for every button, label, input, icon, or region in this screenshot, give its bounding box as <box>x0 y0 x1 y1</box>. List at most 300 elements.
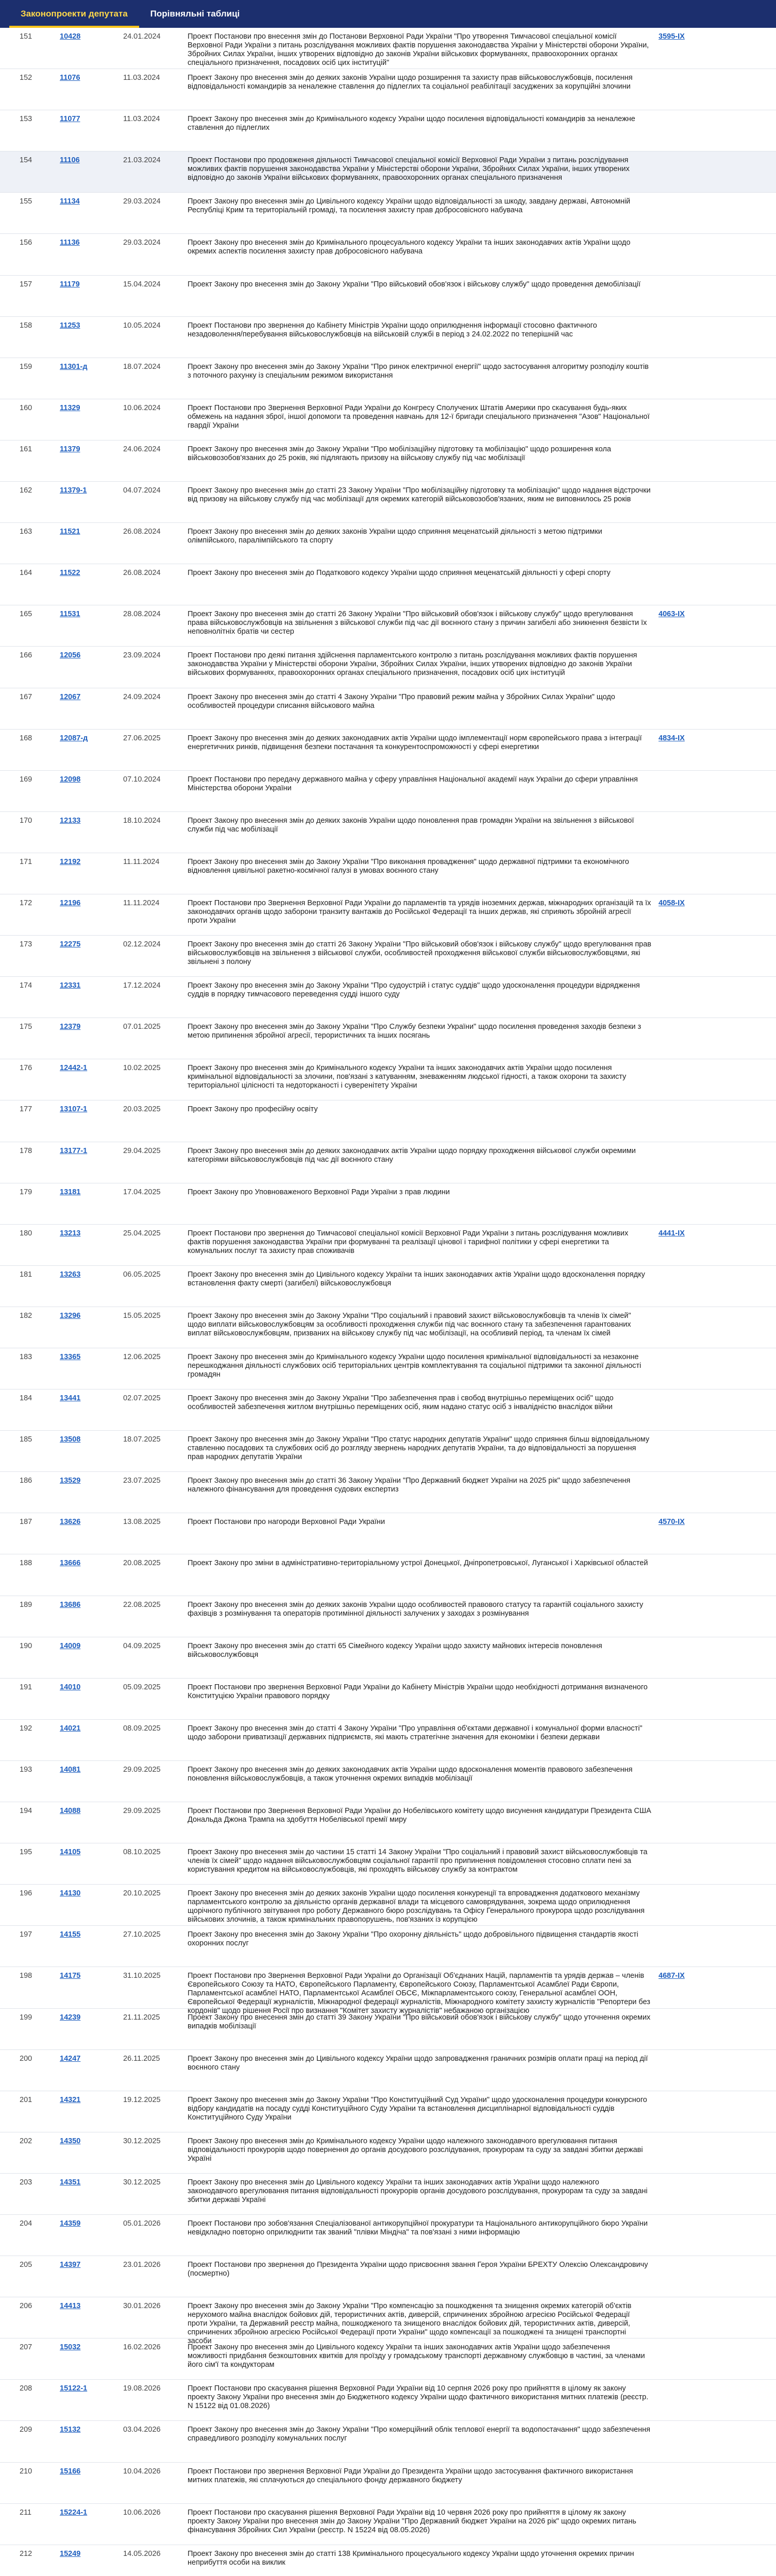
row-number: 161 <box>20 445 32 453</box>
row-number: 177 <box>20 1105 32 1114</box>
bill-title: Проект Закону про внесення змін до Закону України "Про судоустрій і статус суддів" щодо удосконалення процедури відрядження суддів в порядку тимчасового переведення судді іншого суду <box>188 981 640 999</box>
bill-row <box>0 977 776 1018</box>
bill-title: Проект Постанови про Звернення Верховної Ради України до Організації Об'єднаних Націй, парламентів та урядів держав – членів Європейського Союзу та НАТО, Європейського Парламенту, Європейського Союзу, Парламентської Асамблеї Ради Європи, Парламентської асамблеї НАТО, Парламентської Асамблеї ОБСЄ, Міжпарламентського союзу, Генеральної асамблеї ООН, Європейської Федерації журналістів, Міжнародної федерації журналістів, Міжнародного комітету захисту журналістів "Репортери без кордонів" щодо рішення Росії про визнання "Комітет захисту журналістів" небажаною організацією <box>188 1972 650 2015</box>
registration-date: 24.09.2024 <box>123 692 161 701</box>
bill-row <box>0 440 776 482</box>
bill-title: Проект Закону про внесення змін до Закону України "Про ринок електричної енергії" щодо застосування алгоритму розподілу коштів з поточного рахунку із спеціальним режимом використання <box>188 362 649 380</box>
registration-date: 29.09.2025 <box>123 1807 161 1816</box>
registration-date: 27.06.2025 <box>123 734 161 742</box>
registration-number-link[interactable]: 13508 <box>60 1435 81 1444</box>
bill-title: Проект Закону про внесення змін до деяких законів України щодо розширення та захисту прав військовослужбовців, посилення відповідальності командирів за неналежне ставлення до підлеглих та соціальної реабілітації засуджених за корупційні злочини <box>188 74 633 91</box>
registration-date: 26.08.2024 <box>123 569 161 578</box>
bill-row <box>0 647 776 688</box>
registration-date: 19.08.2026 <box>123 2384 161 2393</box>
row-number: 155 <box>20 197 32 206</box>
registration-number-link[interactable]: 14351 <box>60 2178 81 2187</box>
registration-date: 23.07.2025 <box>123 1477 161 1485</box>
registration-number-link[interactable]: 12192 <box>60 857 81 866</box>
row-number: 156 <box>20 239 32 247</box>
registration-number-link[interactable]: 11379 <box>60 445 80 453</box>
bill-title: Проект Закону про внесення змін до Кримінального кодексу України щодо посилення кримінальної відповідальності за незаконне перешкоджання діяльності службових осіб територіальних центрів комплектування та соціальної підтримки та законної діяльності громадян <box>188 1353 642 1379</box>
row-number: 211 <box>20 2508 32 2517</box>
bill-row <box>0 1307 776 1348</box>
registration-date: 30.12.2025 <box>123 2178 161 2187</box>
law-number-link[interactable] <box>659 771 715 811</box>
bill-row <box>0 1018 776 1059</box>
law-number-link[interactable] <box>659 1596 715 1637</box>
law-number-link[interactable] <box>659 1431 715 1471</box>
row-number: 192 <box>20 1724 32 1733</box>
law-number-link[interactable] <box>659 1018 715 1059</box>
registration-date: 18.07.2024 <box>123 362 161 371</box>
registration-number-link[interactable]: 12442-1 <box>60 1064 88 1073</box>
bill-row <box>0 1266 776 1307</box>
registration-date: 12.06.2025 <box>123 1353 161 1361</box>
registration-date: 26.08.2024 <box>123 528 161 536</box>
law-number-link[interactable] <box>659 234 715 275</box>
law-number-link[interactable] <box>659 2050 715 2091</box>
law-number-link[interactable] <box>659 358 715 399</box>
registration-number-link[interactable]: 15166 <box>60 2467 81 2476</box>
bill-row <box>0 2009 776 2050</box>
registration-number-link[interactable]: 14397 <box>60 2261 81 2269</box>
row-number: 173 <box>20 940 32 949</box>
law-number-link[interactable] <box>659 2091 715 2132</box>
registration-date: 06.05.2025 <box>123 1270 161 1279</box>
row-number: 195 <box>20 1848 32 1857</box>
registration-number-link[interactable]: 11531 <box>60 610 80 619</box>
bill-row <box>0 564 776 605</box>
law-number-link[interactable] <box>659 2174 715 2214</box>
row-number: 191 <box>20 1683 32 1691</box>
registration-date: 10.05.2024 <box>123 321 161 330</box>
registration-number-link[interactable]: 14155 <box>60 1930 81 1939</box>
law-number-link[interactable] <box>659 440 715 481</box>
bill-title: Проект Постанови про звернення до Кабінету Міністрів України щодо оприлюднення інформації стосовно фактичного незадоволення/перебування військовослужбовців на військовій службі в період з 24.02.2022 по теперішній час <box>188 321 597 338</box>
registration-date: 05.09.2025 <box>123 1683 161 1691</box>
registration-number-link[interactable]: 13666 <box>60 1559 81 1568</box>
registration-number-link[interactable]: 10428 <box>60 32 81 41</box>
bill-title: Проект Постанови про скасування рішення Верховної Ради України від 10 червня 2026 року про прийняття в цілому як закону проекту Закону України про внесення змін до Закону України "Про Державний бюджет України на 2026 рік" щодо окремих питань фінансування Збройних Сил України (реєстр. N 15224 від 08.05.2026) <box>188 2508 636 2534</box>
law-number-link[interactable] <box>659 1802 715 1843</box>
registration-number-link[interactable]: 12196 <box>60 899 81 907</box>
bill-row <box>0 1802 776 1843</box>
bill-row <box>0 151 776 193</box>
row-number: 200 <box>20 2054 32 2063</box>
row-number: 157 <box>20 280 32 289</box>
bill-title: Проект Закону про внесення змін до Закону України "Про охоронну діяльність" щодо добровільного підвищення стандартів якості охоронних послуг <box>188 1930 638 1948</box>
bill-title: Проект Закону про внесення змін до Цивільного кодексу України щодо відповідальності за шкоду, завдану державі, Автономній Республіці Крим та територіальній громаді, та посилення захисту прав добросовісного набувача <box>188 197 631 215</box>
bill-row <box>0 1596 776 1637</box>
law-number-link[interactable] <box>659 1554 715 1595</box>
registration-date: 08.09.2025 <box>123 1724 161 1733</box>
registration-number-link[interactable]: 13177-1 <box>60 1146 88 1155</box>
law-number-link[interactable] <box>659 110 715 151</box>
bill-row <box>0 69 776 110</box>
bill-title: Проект Закону про внесення змін до статті 39 Закону України "Про військовий обов'язок і військову службу" щодо уточнення окремих випадків мобілізації <box>188 2013 651 2030</box>
row-number: 190 <box>20 1641 32 1650</box>
law-number-link[interactable] <box>659 1926 715 1967</box>
registration-date: 24.06.2024 <box>123 445 161 453</box>
registration-number-link[interactable]: 11076 <box>60 74 80 82</box>
registration-date: 16.02.2026 <box>123 2343 161 2352</box>
law-number-link[interactable] <box>659 2338 715 2379</box>
law-number-link[interactable] <box>659 2421 715 2462</box>
bill-title: Проект Закону про внесення змін до статті 4 Закону України "Про управління об'єктами державної і комунальної форми власності" щодо заборони приватизації державних підприємств, які мають стратегічне значення для економіки і безпеки держави <box>188 1724 643 1741</box>
registration-date: 19.12.2025 <box>123 2095 161 2104</box>
law-number-link[interactable]: 4687-IX <box>659 1972 685 1980</box>
registration-date: 11.03.2024 <box>123 115 160 124</box>
law-number-link[interactable] <box>659 2545 715 2576</box>
law-number-link[interactable]: 4834-IX <box>659 734 685 742</box>
registration-date: 25.04.2025 <box>123 1229 161 1238</box>
registration-number-link[interactable]: 13529 <box>60 1477 81 1485</box>
law-number-link[interactable] <box>659 1720 715 1760</box>
registration-number-link[interactable]: 14175 <box>60 1972 81 1980</box>
law-number-link[interactable]: 4570-IX <box>659 1518 685 1527</box>
bill-row <box>0 1679 776 1720</box>
bill-title: Проект Закону про внесення змін до Закону України "Про військовий обов'язок і військову службу" щодо проведення демобілізації <box>188 280 640 289</box>
row-number: 165 <box>20 610 32 619</box>
row-number: 174 <box>20 981 32 990</box>
law-number-link[interactable] <box>659 1348 715 1389</box>
registration-number-link[interactable]: 11253 <box>60 321 80 330</box>
registration-date: 20.08.2025 <box>123 1559 161 1568</box>
registration-number-link[interactable]: 11301-д <box>60 362 88 371</box>
law-number-link[interactable] <box>659 1100 715 1141</box>
registration-date: 29.04.2025 <box>123 1146 161 1155</box>
bill-row <box>0 110 776 151</box>
bill-row <box>0 1472 776 1513</box>
registration-number-link[interactable]: 12275 <box>60 940 81 949</box>
law-number-link[interactable] <box>659 2132 715 2173</box>
registration-number-link[interactable]: 12056 <box>60 651 81 660</box>
row-number: 172 <box>20 899 32 907</box>
law-number-link[interactable] <box>659 812 715 853</box>
registration-date: 02.12.2024 <box>123 940 161 949</box>
registration-date: 31.10.2025 <box>123 1972 161 1980</box>
bill-row <box>0 894 776 936</box>
bill-title: Проект Постанови про деякі питання здійснення парламентського контролю з питань розслідування можливих фактів порушення законодавства України у Міністерстві оборони України, Збройних Силах України, інших утворених відповідно до законів України військових формуваннях, правоохоронних органах спеціального призначення, посадових осіб цих інституцій <box>188 651 637 677</box>
registration-date: 20.10.2025 <box>123 1889 161 1898</box>
law-number-link[interactable] <box>659 1637 715 1678</box>
registration-number-link[interactable]: 13296 <box>60 1311 81 1320</box>
row-number: 194 <box>20 1807 32 1816</box>
registration-date: 21.03.2024 <box>123 156 161 165</box>
bill-title: Проект Закону про внесення змін до Закону України "Про забезпечення прав і свобод внутрішньо переміщених осіб" щодо особливостей забезпечення житлом внутрішньо переміщених осіб, яким надано статус осіб з інвалідністю внаслідок війни <box>188 1394 614 1412</box>
registration-number-link[interactable]: 11136 <box>60 239 80 247</box>
bill-row <box>0 853 776 894</box>
registration-number-link[interactable]: 14321 <box>60 2095 81 2104</box>
registration-number-link[interactable]: 12067 <box>60 692 81 701</box>
row-number: 164 <box>20 569 32 578</box>
bill-title: Проект Закону про внесення змін до частини 15 статті 14 Закону України "Про соціальний і правовий захист військовослужбовців та членів їх сімей" щодо надання військовослужбовцям соціальної гарантії про припинення повідомлення стосовно сплати пені за користування кредитом на військовослужбовців, які проходять військову службу за контрактом <box>188 1848 648 1874</box>
bill-row <box>0 771 776 812</box>
law-number-link[interactable] <box>659 2463 715 2503</box>
registration-date: 29.03.2024 <box>123 239 161 247</box>
bill-title: Проект Закону про внесення змін до Закону України "Про комерційний облік теплової енергії та водопостачання" щодо забезпечення справедливого розподілу комунальних послуг <box>188 2426 650 2443</box>
bill-row <box>0 1183 776 1225</box>
law-number-link[interactable] <box>659 523 715 564</box>
law-number-link[interactable] <box>659 1183 715 1224</box>
registration-date: 11.11.2024 <box>123 899 160 907</box>
registration-date: 11.03.2024 <box>123 74 160 82</box>
registration-number-link[interactable]: 13213 <box>60 1229 81 1238</box>
bill-title: Проект Закону про внесення змін до статті 23 Закону України "Про мобілізаційну підготовку та мобілізацію" щодо надання відстрочки від призову на військову службу під час мобілізації для окремих категорій військовозобов'язаних, яким не виповнилось 25 років <box>188 486 651 504</box>
row-number: 210 <box>20 2467 32 2476</box>
registration-number-link[interactable]: 11134 <box>60 197 80 206</box>
row-number: 201 <box>20 2095 32 2104</box>
registration-number-link[interactable]: 11379-1 <box>60 486 87 495</box>
row-number: 152 <box>20 74 32 82</box>
tab-deputy-bills[interactable]: Законопроекти депутата <box>9 0 139 28</box>
registration-number-link[interactable]: 13107-1 <box>60 1105 88 1114</box>
row-number: 166 <box>20 651 32 660</box>
registration-date: 07.01.2025 <box>123 1023 161 1031</box>
row-number: 154 <box>20 156 32 165</box>
law-number-link[interactable] <box>659 1885 715 1925</box>
registration-number-link[interactable]: 14105 <box>60 1848 81 1857</box>
bill-row <box>0 688 776 730</box>
registration-date: 10.02.2025 <box>123 1064 161 1073</box>
registration-number-link[interactable]: 14350 <box>60 2137 81 2145</box>
bill-row <box>0 1225 776 1266</box>
law-number-link[interactable] <box>659 1142 715 1183</box>
registration-number-link[interactable]: 13263 <box>60 1270 81 1279</box>
law-number-link[interactable] <box>659 647 715 687</box>
registration-date: 18.10.2024 <box>123 816 161 825</box>
bill-row <box>0 482 776 523</box>
registration-number-link[interactable]: 14021 <box>60 1724 81 1733</box>
bill-title: Проект Постанови про нагороди Верховної Ради України <box>188 1518 385 1527</box>
law-number-link[interactable] <box>659 2256 715 2297</box>
registration-number-link[interactable]: 12098 <box>60 775 81 784</box>
registration-number-link[interactable]: 14359 <box>60 2219 81 2228</box>
bill-row <box>0 317 776 358</box>
law-number-link[interactable] <box>659 482 715 522</box>
bill-title: Проект Закону про внесення змін до Кримінального кодексу України щодо посилення відповідальності командирів за неналежне ставлення до підлеглих <box>188 115 635 132</box>
row-number: 158 <box>20 321 32 330</box>
bill-title: Проект Закону про внесення змін до деяких законів України щодо особливостей правового статусу та гарантій соціального захисту фахівців з розмінування та операторів протимінної діяльності залучених у заходах з розмінування <box>188 1600 644 1618</box>
row-number: 203 <box>20 2178 32 2187</box>
bill-row <box>0 936 776 977</box>
row-number: 153 <box>20 115 32 124</box>
bill-title: Проект Постанови про звернення Верховної Ради України до Президента України щодо застосування фактичного використання митних платежів, які сплачуються до спеціального фонду державного бюджету <box>188 2467 633 2484</box>
bill-title: Проект Закону про внесення змін до статті 26 Закону України "Про військовий обов'язок і військову службу" щодо врегулювання права військовослужбовців на звільнення з військової служби під час дії воєнного стану з причин загибелі або зникнення безвісти їх неповнолітніх братів чи сестер <box>188 610 647 636</box>
law-number-link[interactable] <box>659 1843 715 1884</box>
law-number-link[interactable] <box>659 276 715 316</box>
registration-date: 23.01.2026 <box>123 2261 161 2269</box>
registration-number-link[interactable]: 15224-1 <box>60 2508 88 2517</box>
law-number-link[interactable] <box>659 688 715 729</box>
registration-number-link[interactable]: 13441 <box>60 1394 81 1403</box>
bill-title: Проект Закону про внесення змін до деяких законів України щодо поновлення прав громадян України на звільнення з військової служби під час мобілізації <box>188 816 634 834</box>
registration-date: 24.01.2024 <box>123 32 161 41</box>
bill-row <box>0 399 776 440</box>
bill-title: Проект Закону про внесення змін до Цивільного кодексу України та інших законодавчих актів України щодо вдосконалення порядку встановлення факту смерті (загибелі) військовослужбовця <box>188 1270 645 1287</box>
registration-number-link[interactable]: 11106 <box>60 156 80 165</box>
bill-title: Проект Закону про внесення змін до статті 65 Сімейного кодексу України щодо захисту майнових інтересів поновлення військовослужбовця <box>188 1641 602 1659</box>
bill-title: Проект Закону про внесення змін до деяких законодавчих актів України щодо порядку проходження військової служби окремими категоріями військовослужбовців під час дії воєнного стану <box>188 1146 636 1164</box>
bill-title: Проект Закону про внесення змін до Закону України "Про статус народних депутатів України" щодо сприяння більш відповідальному ставленню посадових та службових осіб до розгляду звернень народних депутатів України, та до відповідальності за порушення прав народних депутатів України <box>188 1435 650 1462</box>
registration-number-link[interactable]: 12331 <box>60 981 81 990</box>
bill-title: Проект Постанови про Звернення Верховної Ради України до Конгресу Сполучених Штатів Америки про скасування будь-яких обмежень на надання зброї, іншої допомоги та проведення навчань для 12-ї бригади спеціального призначення "Азов" Національної гвардії України <box>188 403 650 430</box>
row-number: 178 <box>20 1146 32 1155</box>
law-number-link[interactable]: 4063-IX <box>659 610 685 619</box>
registration-number-link[interactable]: 13626 <box>60 1518 81 1527</box>
law-number-link[interactable] <box>659 1472 715 1513</box>
registration-number-link[interactable]: 12133 <box>60 816 81 825</box>
registration-number-link[interactable]: 14010 <box>60 1683 81 1691</box>
row-number: 199 <box>20 2013 32 2022</box>
row-number: 160 <box>20 403 32 412</box>
law-number-link[interactable] <box>659 69 715 110</box>
row-number: 175 <box>20 1023 32 1031</box>
registration-number-link[interactable]: 14413 <box>60 2302 81 2311</box>
bill-row <box>0 2504 776 2545</box>
bill-title: Проект Постанови про продовження діяльності Тимчасової спеціальної комісії Верховної Ради України з питань розслідування можливих фактів порушення законодавства України у Міністерстві оборони України, Збройних Силах України, інших утворених відповідно до законів України військових формуваннях, правоохоронних органах спеціального призначення <box>188 156 630 182</box>
bill-row <box>0 1431 776 1472</box>
registration-number-link[interactable]: 14009 <box>60 1641 81 1650</box>
bill-row <box>0 1720 776 1761</box>
registration-date: 15.05.2025 <box>123 1311 161 1320</box>
bill-title: Проект Закону про внесення змін до Кримінального процесуального кодексу України та інших законодавчих актів України щодо окремих аспектів посилення захисту прав добросовісного набувача <box>188 239 631 256</box>
law-number-link[interactable] <box>659 2215 715 2256</box>
bill-row <box>0 2256 776 2297</box>
registration-number-link[interactable]: 14081 <box>60 1765 81 1774</box>
law-number-link[interactable] <box>659 853 715 894</box>
registration-number-link[interactable]: 14088 <box>60 1807 81 1816</box>
law-number-link[interactable] <box>659 193 715 233</box>
bill-title: Проект Закону про внесення змін до деяких законодавчих актів України щодо імплементації норм європейського права з інтеграції енергетичних ринків, підвищення безпеки постачання та конкурентоспроможності у сфері енергетики <box>188 734 642 751</box>
registration-number-link[interactable]: 11522 <box>60 569 80 578</box>
row-number: 207 <box>20 2343 32 2352</box>
registration-date: 20.03.2025 <box>123 1105 161 1114</box>
registration-number-link[interactable]: 14130 <box>60 1889 81 1898</box>
bill-row <box>0 605 776 647</box>
row-number: 163 <box>20 528 32 536</box>
bill-title: Проект Постанови про звернення до Президента України щодо присвоєння звання Героя України БРЕХТУ Олексію Олександровичу (посмертно) <box>188 2261 648 2278</box>
bill-title: Проект Закону про внесення змін до Кримінального кодексу України щодо належного законодавчого врегулювання питання відповідальності прокурорів щодо повернення до органів досудового розслідування, прокурорам та суду за завдані збитки державі Україні <box>188 2137 643 2163</box>
registration-number-link[interactable]: 15132 <box>60 2426 81 2434</box>
registration-number-link[interactable]: 11329 <box>60 403 80 412</box>
registration-date: 17.04.2025 <box>123 1188 161 1196</box>
registration-number-link[interactable]: 11077 <box>60 115 80 124</box>
registration-date: 30.12.2025 <box>123 2137 161 2145</box>
row-number: 162 <box>20 486 32 495</box>
row-number: 186 <box>20 1477 32 1485</box>
bill-row <box>0 2132 776 2174</box>
bill-row <box>0 1348 776 1389</box>
registration-date: 07.10.2024 <box>123 775 161 784</box>
bill-row <box>0 358 776 399</box>
bill-row <box>0 1967 776 2015</box>
bill-row <box>0 2380 776 2421</box>
bill-title: Проект Закону про внесення змін до Закону України "Про соціальний і правовий захист військовослужбовців та членів їх сімей" щодо виплати військовослужбовцям за особливості проходження служби під час воєнного стану та забезпечення гарантованих виплат військовослужбовцям, призваних на військову службу під час мобілізації, на особливий період, та членам їх сімей <box>188 1311 631 1337</box>
registration-number-link[interactable]: 12379 <box>60 1023 81 1031</box>
registration-date: 21.11.2025 <box>123 2013 160 2022</box>
law-number-link[interactable] <box>659 2504 715 2545</box>
law-number-link[interactable] <box>659 1307 715 1348</box>
bill-title: Проект Закону про внесення змін до Закону України "Про виконання провадження" щодо державної підтримки та економічного відновлення цивільної ракетно-космічної галузі в умовах воєнного стану <box>188 857 629 875</box>
row-number: 167 <box>20 692 32 701</box>
law-number-link[interactable]: 4441-IX <box>659 1229 685 1238</box>
law-number-link[interactable]: 4058-IX <box>659 899 685 907</box>
registration-date: 22.08.2025 <box>123 1600 161 1609</box>
law-number-link[interactable] <box>659 1761 715 1802</box>
row-number: 206 <box>20 2302 32 2311</box>
row-number: 189 <box>20 1600 32 1609</box>
bill-title: Проект Закону про внесення змін до деяких законодавчих актів України щодо вдосконалення моментів правового забезпечення поновлення військовослужбовців, а також уточнення окремих випадків мобілізації <box>188 1765 633 1783</box>
registration-number-link[interactable]: 14247 <box>60 2054 81 2063</box>
bill-row <box>0 28 776 69</box>
registration-date: 08.10.2025 <box>123 1848 161 1857</box>
bill-title: Проект Закону про внесення змін до деяких законів України щодо сприяння меценатській діяльності з метою підтримки олімпійського, паралімпійського та спорту <box>188 528 602 545</box>
bill-title: Проект Постанови про звернення Верховної Ради України до Кабінету Міністрів України щодо необхідності дотримання визначеного Конституцією України правового порядку <box>188 1683 648 1700</box>
registration-number-link[interactable]: 13365 <box>60 1353 81 1361</box>
bill-title: Проект Постанови про скасування рішення Верховної Ради України від 10 серпня 2026 року про прийняття в цілому як закону проекту Закону України про внесення змін до Бюджетного кодексу України щодо фактичного використання митних платежів (реєстр. N 15122 від 01.08.2026) <box>188 2384 649 2411</box>
registration-number-link[interactable]: 14239 <box>60 2013 81 2022</box>
row-number: 209 <box>20 2426 32 2434</box>
registration-date: 29.09.2025 <box>123 1765 161 1774</box>
row-number: 180 <box>20 1229 32 1238</box>
registration-date: 03.04.2026 <box>123 2426 161 2434</box>
bill-row <box>0 1885 776 1926</box>
registration-number-link[interactable]: 11521 <box>60 528 80 536</box>
tab-comparison-tables[interactable]: Порівняльні таблиці <box>150 9 240 19</box>
law-number-link[interactable] <box>659 1389 715 1430</box>
law-number-link[interactable] <box>659 1059 715 1100</box>
registration-number-link[interactable]: 15249 <box>60 2549 81 2558</box>
row-number: 184 <box>20 1394 32 1403</box>
bill-title: Проект Постанови про Звернення Верховної Ради України до Нобелівського комітету щодо висунення кандидатури Президента США Дональда Джона Трампа на здобуття Нобелівської премії миру <box>188 1807 651 1824</box>
bill-title: Проект Закону про Уповноваженого Верховної Ради України з прав людини <box>188 1188 450 1196</box>
registration-date: 13.08.2025 <box>123 1518 161 1527</box>
law-number-link[interactable] <box>659 2380 715 2420</box>
bill-row <box>0 2174 776 2215</box>
law-number-link[interactable] <box>659 564 715 605</box>
registration-number-link[interactable]: 15032 <box>60 2343 81 2352</box>
law-number-link[interactable] <box>659 2009 715 2049</box>
bill-title: Проект Закону про внесення змін до деяких законів України щодо посилення конкуренції та впровадження додаткового механізму парламентського контролю за діяльністю органів державної влади та місцевого самоврядування, зокрема щодо оприлюднення щорічного публічного звітування про роботу Державного бюро розслідувань та Офісу Генерального прокурора щодо розслідування військових злочинів, а також кримінальних правопорушень, пов'язаних із корупцією <box>188 1889 645 1924</box>
law-number-link[interactable] <box>659 1679 715 1719</box>
registration-number-link[interactable]: 13181 <box>60 1188 81 1196</box>
bill-row <box>0 1059 776 1100</box>
registration-number-link[interactable]: 12087-д <box>60 734 88 742</box>
law-number-link[interactable] <box>659 977 715 1018</box>
registration-date: 04.09.2025 <box>123 1641 161 1650</box>
row-number: 193 <box>20 1765 32 1774</box>
law-number-link[interactable] <box>659 1266 715 1307</box>
bill-title: Проект Постанови про Звернення Верховної Ради України до парламентів та урядів іноземних держав, міжнародних організацій та їх законодавчих органів щодо заборони транзиту вантажів до Російської Федерації та інших держав, які сприяють збройній агресії проти України <box>188 899 651 925</box>
bill-row <box>0 2297 776 2346</box>
row-number: 202 <box>20 2137 32 2145</box>
law-number-link[interactable] <box>659 399 715 440</box>
registration-number-link[interactable]: 11179 <box>60 280 80 289</box>
registration-number-link[interactable]: 15122-1 <box>60 2384 88 2393</box>
law-number-link[interactable] <box>659 317 715 358</box>
registration-date: 30.01.2026 <box>123 2302 161 2311</box>
law-number-link[interactable]: 3595-IX <box>659 32 685 41</box>
law-number-link[interactable] <box>659 2297 715 2338</box>
law-number-link[interactable] <box>659 936 715 976</box>
bill-title: Проект Закону про внесення змін до Закону України "Про Службу безпеки України" щодо посилення проведення заходів безпеки з метою припинення збройної агресії, терористичних та інших посягань <box>188 1023 642 1040</box>
bill-title: Проект Закону про внесення змін до Податкового кодексу України щодо сприяння меценатській діяльності у сфері спорту <box>188 569 611 578</box>
row-number: 182 <box>20 1311 32 1320</box>
law-number-link[interactable] <box>659 151 715 192</box>
registration-date: 10.04.2026 <box>123 2467 161 2476</box>
registration-number-link[interactable]: 13686 <box>60 1600 81 1609</box>
